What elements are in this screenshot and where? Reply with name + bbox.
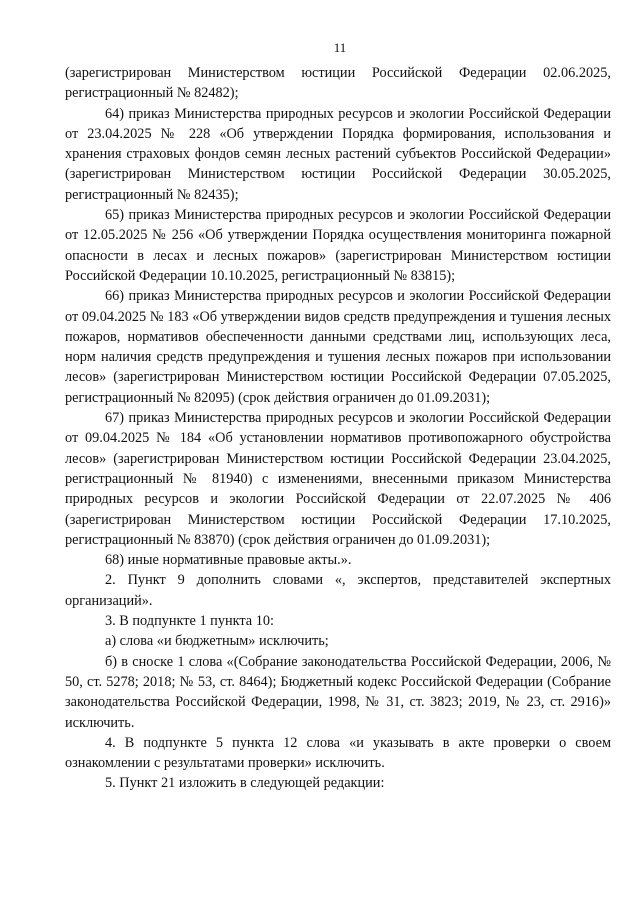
document-body (65, 63, 611, 794)
paragraph-item-66: 66) приказ Министерства природных ресурсов и экологии Российской Федерации от 09.04.2025 № 183 «Об утверждении видов средств предупреждения и тушения лесных пожаров, нормативов обеспеченности данными средствами лиц, использующих леса, норм наличия средств предупреждения и тушения лесных пожаров при использовании лесов» (зарегистрирован Министерством юстиции Российской Федерации 07.05.2025, регистрационный № 82095) (срок действия ограничен до 01.09.2031); (65, 288, 611, 406)
paragraph-point-3-a: а) слова «и бюджетным» исключить; (105, 633, 329, 650)
paragraph-point-3: 3. В подпункте 1 пункта 10: (105, 613, 274, 630)
paragraph-point-4: 4. В подпункте 5 пункта 12 слова «и указывать в акте проверки о своем ознакомлении с результатами проверки» исключить. (65, 734, 611, 772)
paragraph-registration-continuation: (зарегистрирован Министерством юстиции Российской Федерации 02.06.2025, регистрационный № 82482); (65, 65, 611, 102)
paragraph-item-68: 68) иные нормативные правовые акты.». (105, 552, 352, 569)
paragraph-item-65: 65) приказ Министерства природных ресурсов и экологии Российской Федерации от 12.05.2025 № 256 «Об утверждении Порядка осуществления мониторинга пожарной опасности в лесах и лесных пожаров» (зарегистрирован Министерством юстиции Российской Федерации 10.10.2025, регистрационный № 83815); (65, 207, 611, 284)
paragraph-item-67: 67) приказ Министерства природных ресурсов и экологии Российской Федерации от 09.04.2025 № 184 «Об установлении нормативов противопожарного обустройства лесов» (зарегистрирован Министерством юстиции Российской Федерации 23.04.2025, регистрационный № 81940) с изменениями, внесенными приказом Министерства природных ресурсов и экологии Российской Федерации от 22.07.2025 № 406 (зарегистрирован Министерством юстиции Российской Федерации 17.10.2025, регистрационный № 83870) (срок действия ограничен до 01.09.2031); (65, 410, 611, 548)
paragraph-point-2: 2. Пункт 9 дополнить словами «, экспертов, представителей экспертных организаций». (65, 572, 611, 609)
paragraph-item-64: 64) приказ Министерства природных ресурсов и экологии Российской Федерации от 23.04.2025 № 228 «Об утверждении Порядка формирования, использования и хранения страховых фондов семян лесных растений субъектов Российской Федерации» (зарегистрирован Министерством юстиции Российской Федерации 30.05.2025, регистрационный № 82435); (65, 105, 611, 203)
paragraph-point-5: 5. Пункт 21 изложить в следующей редакции: (105, 775, 385, 792)
paragraph-point-3-b: б) в сноске 1 слова «(Собрание законодательства Российской Федерации, 2006, № 50, ст. 5278; 2018; № 53, ст. 8464); Бюджетный кодекс Российской Федерации (Собрание законодательства Российской Федерации, 1998, № 31, ст. 3823; 2019, № 23, ст. 2916)» исключить. (65, 653, 611, 731)
page-number: 11 (333, 40, 347, 55)
